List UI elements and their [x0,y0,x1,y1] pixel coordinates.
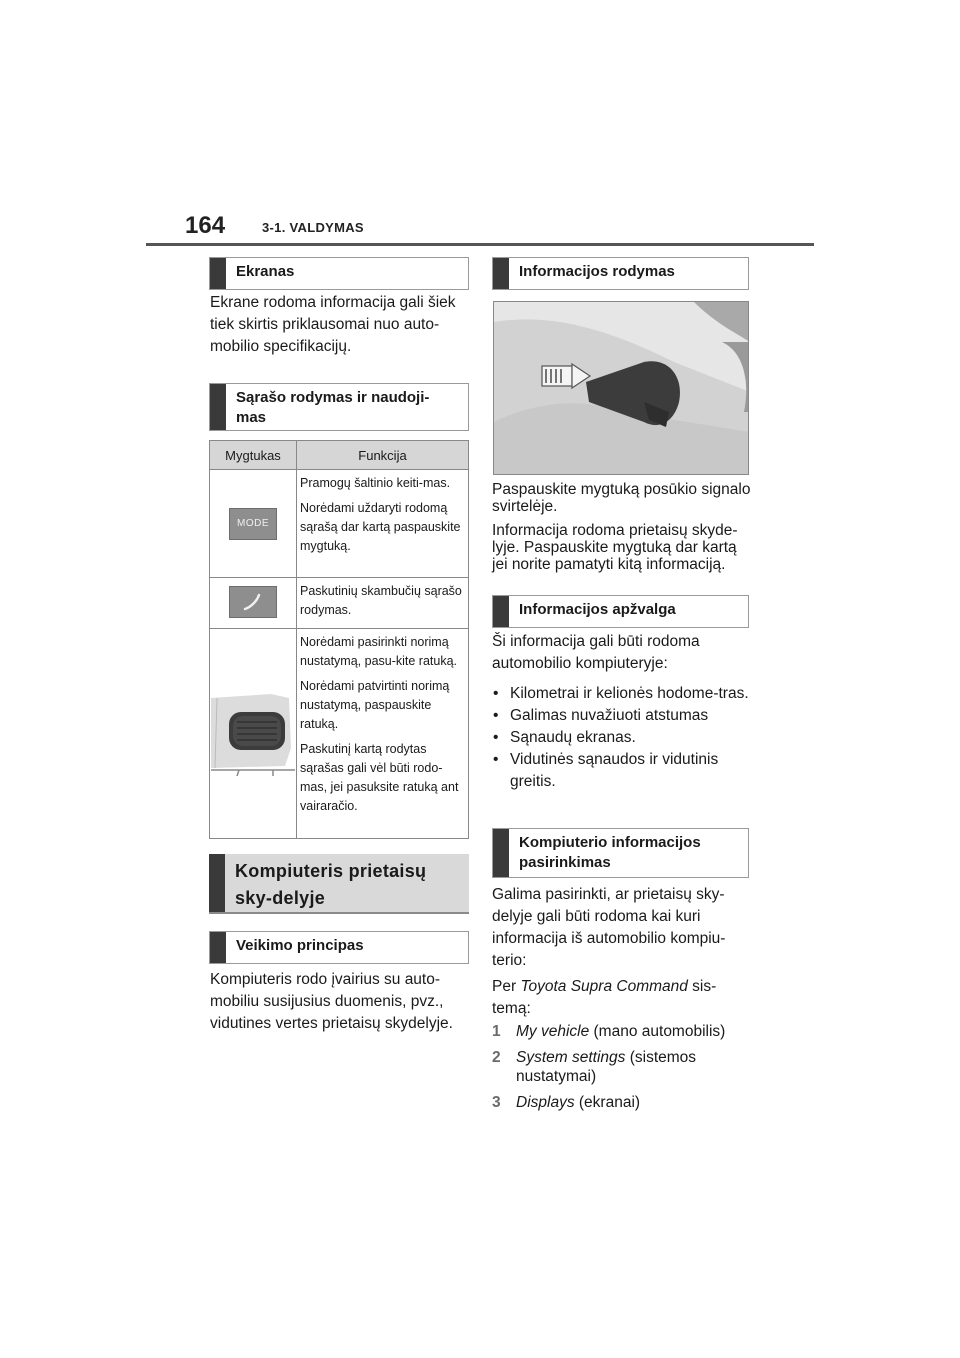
heading-bar [210,258,226,289]
function-text: Paskutinį kartą rodytas sąrašas gali vėl būti rodo-mas, jei pasuksite ratuką ant vairaračio. [300,742,459,813]
list-item [492,1022,752,1041]
table-row [210,470,469,578]
step-rest: (sistemos nustatymai) [516,1049,697,1085]
per-italic: Toyota Supra Command [520,978,688,995]
paragraph-pasirinkimas: Galima pasirinkti, ar prietaisų sky-delyje gali būti rodoma kai kuri informacija iš automobilio kompiu-terio: [492,886,726,969]
paragraph-veikimo: Kompiuteris rodo įvairius su auto-mobiliu susijusius duomenis, pvz., vidutines vertes prietaisų skydelyje. [210,971,453,1032]
turn-signal-lever-photo [493,301,749,475]
heading-kompiuteris [209,854,469,914]
heading-apzvalga [492,595,749,628]
steps-list [492,1022,752,1119]
heading-bar [493,258,509,289]
phone-icon [229,586,277,618]
table-row [210,578,469,629]
table-cell-icon [210,578,297,629]
heading-text: Ekranas [236,263,295,280]
list-item [492,1048,752,1086]
heading-ekranas [209,257,469,290]
list-item: • Vidutinės sąnaudos ir vidutinis greitis. [492,749,752,793]
heading-veikimo [209,931,469,964]
heading-info-rodymas [492,257,749,290]
heading-text: Informacijos apžvalga [519,601,676,618]
table-header-button: Mygtukas [210,441,297,470]
table-cell-icon [210,470,297,578]
heading-text: Veikimo principas [236,937,364,954]
per-suffix: sis-temą: [492,978,717,1017]
step-italic: My vehicle [516,1023,590,1040]
paragraph-info-1: Paspauskite mygtuką posūkio signalo svirtelėje. [492,481,751,515]
function-text: Pramogų šaltinio keiti-mas. [300,476,451,490]
function-text: Norėdami pasirinkti norimą nustatymą, pasu-kite ratuką. [300,635,458,668]
table-header-row [210,441,469,470]
heading-bar [210,932,226,963]
list-item: • Kilometrai ir kelionės hodome-tras. [492,683,752,705]
section-label: 3-1. VALDYMAS [262,220,364,235]
table-cell-text [297,629,469,839]
list-item: • Sąnaudų ekranas. [492,727,752,749]
heading-sarasas [209,383,469,431]
header-rule [146,243,814,246]
function-text: Norėdami uždaryti rodomą sąrašą dar kartą paspauskite mygtuką. [300,501,461,553]
paragraph-ekranas: Ekrane rodoma informacija gali šiek tiek skirtis priklausomai nuo auto-mobilio specifikacijų. [210,294,456,355]
list-item [492,1093,752,1112]
step-number: 1 [492,1023,501,1040]
step-italic: System settings [516,1049,626,1066]
paragraph-per [492,976,754,1020]
heading-text: Sąrašo rodymas ir naudoji-mas [236,389,430,426]
function-text: Norėdami patvirtinti norimą nustatymą, paspauskite ratuką. [300,679,450,731]
table-cell-text [297,578,469,629]
table-cell-icon [210,629,297,839]
heading-text: Informacijos rodymas [519,263,675,280]
paragraph-info-2: Informacija rodoma prietaisų skyde-lyje. Paspauskite mygtuką dar kartą jei norite pamatyti kitą informaciją. [492,522,738,573]
table-cell-text [297,470,469,578]
step-number: 3 [492,1094,501,1111]
heading-text: Kompiuteris prietaisų sky-delyje [235,861,427,908]
function-text: Paskutinių skambučių sąrašo rodymas. [300,584,462,617]
page-number: 164 [185,212,226,239]
steering-wheel-roller-icon [211,688,295,776]
per-prefix: Per [492,978,521,995]
paragraph-apzvalga: Ši informacija gali būti rodoma automobilio kompiuteryje: [492,633,700,672]
table-header-function: Funkcija [297,441,469,470]
heading-bar [493,596,509,627]
step-rest: (ekranai) [574,1094,641,1111]
mode-button-icon: MODE [229,508,277,540]
heading-text: Kompiuterio informacijos pasirinkimas [519,834,701,871]
heading-bar [209,854,225,912]
step-italic: Displays [516,1094,575,1111]
info-list [492,683,752,793]
function-table [209,440,469,839]
step-rest: (mano automobilis) [589,1023,726,1040]
table-row [210,629,469,839]
step-number: 2 [492,1049,501,1066]
heading-bar [493,829,509,877]
heading-pasirinkimas [492,828,749,878]
heading-bar [210,384,226,430]
list-item: • Galimas nuvažiuoti atstumas [492,705,752,727]
